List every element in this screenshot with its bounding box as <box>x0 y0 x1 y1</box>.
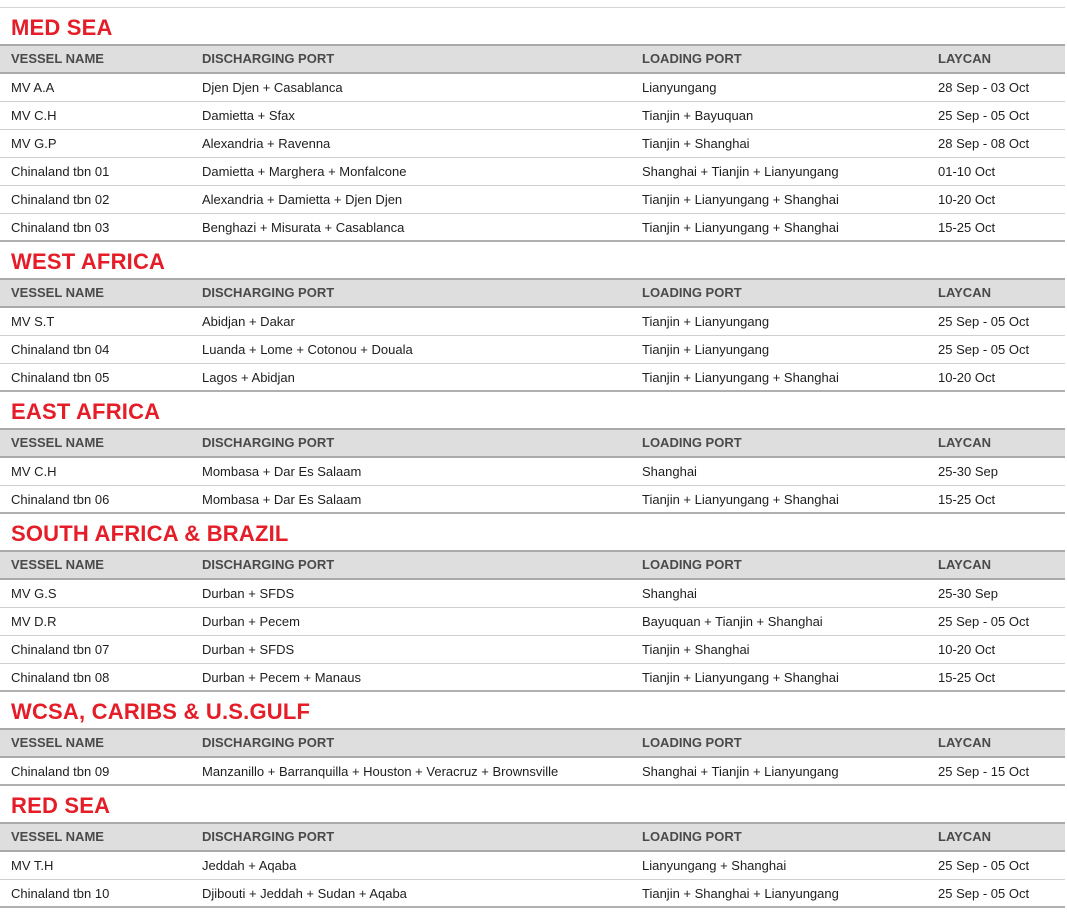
laycan-cell: 25 Sep - 05 Oct <box>938 858 1030 873</box>
region-title: MED SEA <box>11 15 113 40</box>
laycan-cell: 25-30 Sep <box>938 586 998 601</box>
loading-port-cell: Tianjin + Shanghai <box>642 642 750 657</box>
column-header-discharging-port: DISCHARGING PORT <box>202 735 335 750</box>
vessel-name-cell: MV C.H <box>11 108 57 123</box>
vessel-name-cell: Chinaland tbn 09 <box>11 764 110 779</box>
vessel-name-cell: Chinaland tbn 08 <box>11 670 110 685</box>
laycan-cell: 10-20 Oct <box>938 370 996 385</box>
vessel-name-cell: MV D.R <box>11 614 57 629</box>
vessel-name-cell: Chinaland tbn 04 <box>11 342 110 357</box>
column-header-vessel-name: VESSEL NAME <box>11 735 104 750</box>
table-row <box>0 214 1065 242</box>
laycan-cell: 10-20 Oct <box>938 642 996 657</box>
laycan-cell: 25 Sep - 05 Oct <box>938 108 1030 123</box>
laycan-cell: 15-25 Oct <box>938 670 996 685</box>
table-row <box>0 186 1065 214</box>
column-header-vessel-name: VESSEL NAME <box>11 285 104 300</box>
loading-port-cell: Lianyungang + Shanghai <box>642 858 787 873</box>
loading-port-cell: Lianyungang <box>642 80 717 95</box>
discharging-port-cell: Abidjan + Dakar <box>202 314 295 329</box>
region-title: WCSA, CARIBS & U.S.GULF <box>11 699 311 724</box>
table-row <box>0 608 1065 636</box>
vessel-name-cell: MV C.H <box>11 464 57 479</box>
column-header-loading-port: LOADING PORT <box>642 435 742 450</box>
loading-port-cell: Tianjin + Lianyungang <box>642 342 770 357</box>
vessel-name-cell: Chinaland tbn 06 <box>11 492 110 507</box>
region-title: SOUTH AFRICA & BRAZIL <box>11 521 289 546</box>
discharging-port-cell: Damietta + Sfax <box>202 108 295 123</box>
region-section-red-sea <box>0 786 1065 908</box>
laycan-cell: 25 Sep - 05 Oct <box>938 342 1030 357</box>
column-header-laycan: LAYCAN <box>938 829 991 844</box>
discharging-port-cell: Djibouti + Jeddah + Sudan + Aqaba <box>202 886 407 901</box>
column-header-laycan: LAYCAN <box>938 557 991 572</box>
table-header-row <box>0 44 1065 74</box>
discharging-port-cell: Durban + SFDS <box>202 642 295 657</box>
laycan-cell: 28 Sep - 08 Oct <box>938 136 1030 151</box>
column-header-discharging-port: DISCHARGING PORT <box>202 285 335 300</box>
discharging-port-cell: Lagos + Abidjan <box>202 370 295 385</box>
table-row <box>0 336 1065 364</box>
discharging-port-cell: Jeddah + Aqaba <box>202 858 297 873</box>
vessel-name-cell: Chinaland tbn 02 <box>11 192 110 207</box>
vessel-name-cell: Chinaland tbn 03 <box>11 220 110 235</box>
loading-port-cell: Tianjin + Lianyungang + Shanghai <box>642 670 839 685</box>
discharging-port-cell: Mombasa + Dar Es Salaam <box>202 464 362 479</box>
discharging-port-cell: Damietta + Marghera + Monfalcone <box>202 164 407 179</box>
vessel-name-cell: MV G.P <box>11 136 57 151</box>
region-section-east-africa <box>0 392 1065 514</box>
vessel-name-cell: Chinaland tbn 01 <box>11 164 110 179</box>
column-header-discharging-port: DISCHARGING PORT <box>202 435 335 450</box>
table-header-row <box>0 550 1065 580</box>
vessel-name-cell: MV A.A <box>11 80 55 95</box>
discharging-port-cell: Benghazi + Misurata + Casablanca <box>202 220 405 235</box>
laycan-cell: 25 Sep - 05 Oct <box>938 314 1030 329</box>
loading-port-cell: Tianjin + Lianyungang + Shanghai <box>642 220 839 235</box>
table-row <box>0 458 1065 486</box>
loading-port-cell: Bayuquan + Tianjin + Shanghai <box>642 614 823 629</box>
loading-port-cell: Shanghai <box>642 586 697 601</box>
loading-port-cell: Tianjin + Lianyungang <box>642 314 770 329</box>
table-row <box>0 758 1065 786</box>
table-row <box>0 308 1065 336</box>
loading-port-cell: Tianjin + Shanghai <box>642 136 750 151</box>
loading-port-cell: Shanghai + Tianjin + Lianyungang <box>642 164 839 179</box>
laycan-cell: 25-30 Sep <box>938 464 998 479</box>
discharging-port-cell: Mombasa + Dar Es Salaam <box>202 492 362 507</box>
discharging-port-cell: Durban + Pecem <box>202 614 300 629</box>
laycan-cell: 01-10 Oct <box>938 164 996 179</box>
column-header-loading-port: LOADING PORT <box>642 285 742 300</box>
column-header-laycan: LAYCAN <box>938 285 991 300</box>
region-section-south-africa-brazil <box>0 514 1065 692</box>
vessel-name-cell: Chinaland tbn 05 <box>11 370 110 385</box>
table-row <box>0 158 1065 186</box>
discharging-port-cell: Djen Djen + Casablanca <box>202 80 343 95</box>
column-header-discharging-port: DISCHARGING PORT <box>202 51 335 66</box>
loading-port-cell: Shanghai <box>642 464 697 479</box>
discharging-port-cell: Manzanillo + Barranquilla + Houston + Veracruz + Brownsville <box>202 764 559 779</box>
laycan-cell: 15-25 Oct <box>938 220 996 235</box>
column-header-discharging-port: DISCHARGING PORT <box>202 557 335 572</box>
loading-port-cell: Tianjin + Bayuquan <box>642 108 754 123</box>
vessel-name-cell: MV G.S <box>11 586 57 601</box>
laycan-cell: 10-20 Oct <box>938 192 996 207</box>
table-header-row <box>0 278 1065 308</box>
discharging-port-cell: Alexandria + Damietta + Djen Djen <box>202 192 403 207</box>
laycan-cell: 25 Sep - 05 Oct <box>938 886 1030 901</box>
shipping-schedule <box>0 8 1067 908</box>
loading-port-cell: Tianjin + Lianyungang + Shanghai <box>642 492 839 507</box>
table-row <box>0 486 1065 514</box>
table-row <box>0 664 1065 692</box>
column-header-loading-port: LOADING PORT <box>642 51 742 66</box>
region-title: WEST AFRICA <box>11 249 166 274</box>
loading-port-cell: Shanghai + Tianjin + Lianyungang <box>642 764 839 779</box>
table-header-row <box>0 728 1065 758</box>
column-header-loading-port: LOADING PORT <box>642 557 742 572</box>
vessel-name-cell: MV S.T <box>11 314 55 329</box>
table-row <box>0 364 1065 392</box>
column-header-loading-port: LOADING PORT <box>642 829 742 844</box>
discharging-port-cell: Luanda + Lome + Cotonou + Douala <box>202 342 413 357</box>
region-title: EAST AFRICA <box>11 399 161 424</box>
discharging-port-cell: Durban + SFDS <box>202 586 295 601</box>
vessel-name-cell: MV T.H <box>11 858 54 873</box>
laycan-cell: 15-25 Oct <box>938 492 996 507</box>
column-header-laycan: LAYCAN <box>938 51 991 66</box>
table-header-row <box>0 428 1065 458</box>
table-row <box>0 852 1065 880</box>
region-section-west-africa <box>0 242 1065 392</box>
column-header-vessel-name: VESSEL NAME <box>11 51 104 66</box>
region-section-wcsa-caribs-u-s-gulf <box>0 692 1065 786</box>
table-header-row <box>0 822 1065 852</box>
column-header-loading-port: LOADING PORT <box>642 735 742 750</box>
loading-port-cell: Tianjin + Lianyungang + Shanghai <box>642 192 839 207</box>
table-row <box>0 74 1065 102</box>
loading-port-cell: Tianjin + Shanghai + Lianyungang <box>642 886 839 901</box>
discharging-port-cell: Alexandria + Ravenna <box>202 136 331 151</box>
table-row <box>0 636 1065 664</box>
column-header-vessel-name: VESSEL NAME <box>11 557 104 572</box>
region-title: RED SEA <box>11 793 111 818</box>
column-header-vessel-name: VESSEL NAME <box>11 435 104 450</box>
table-row <box>0 880 1065 908</box>
laycan-cell: 25 Sep - 15 Oct <box>938 764 1030 779</box>
region-section-med-sea <box>0 8 1065 242</box>
loading-port-cell: Tianjin + Lianyungang + Shanghai <box>642 370 839 385</box>
laycan-cell: 28 Sep - 03 Oct <box>938 80 1030 95</box>
column-header-discharging-port: DISCHARGING PORT <box>202 829 335 844</box>
table-row <box>0 102 1065 130</box>
laycan-cell: 25 Sep - 05 Oct <box>938 614 1030 629</box>
table-row <box>0 130 1065 158</box>
column-header-laycan: LAYCAN <box>938 735 991 750</box>
table-row <box>0 580 1065 608</box>
column-header-vessel-name: VESSEL NAME <box>11 829 104 844</box>
discharging-port-cell: Durban + Pecem + Manaus <box>202 670 361 685</box>
top-divider <box>0 0 1065 8</box>
column-header-laycan: LAYCAN <box>938 435 991 450</box>
vessel-name-cell: Chinaland tbn 07 <box>11 642 110 657</box>
vessel-name-cell: Chinaland tbn 10 <box>11 886 110 901</box>
